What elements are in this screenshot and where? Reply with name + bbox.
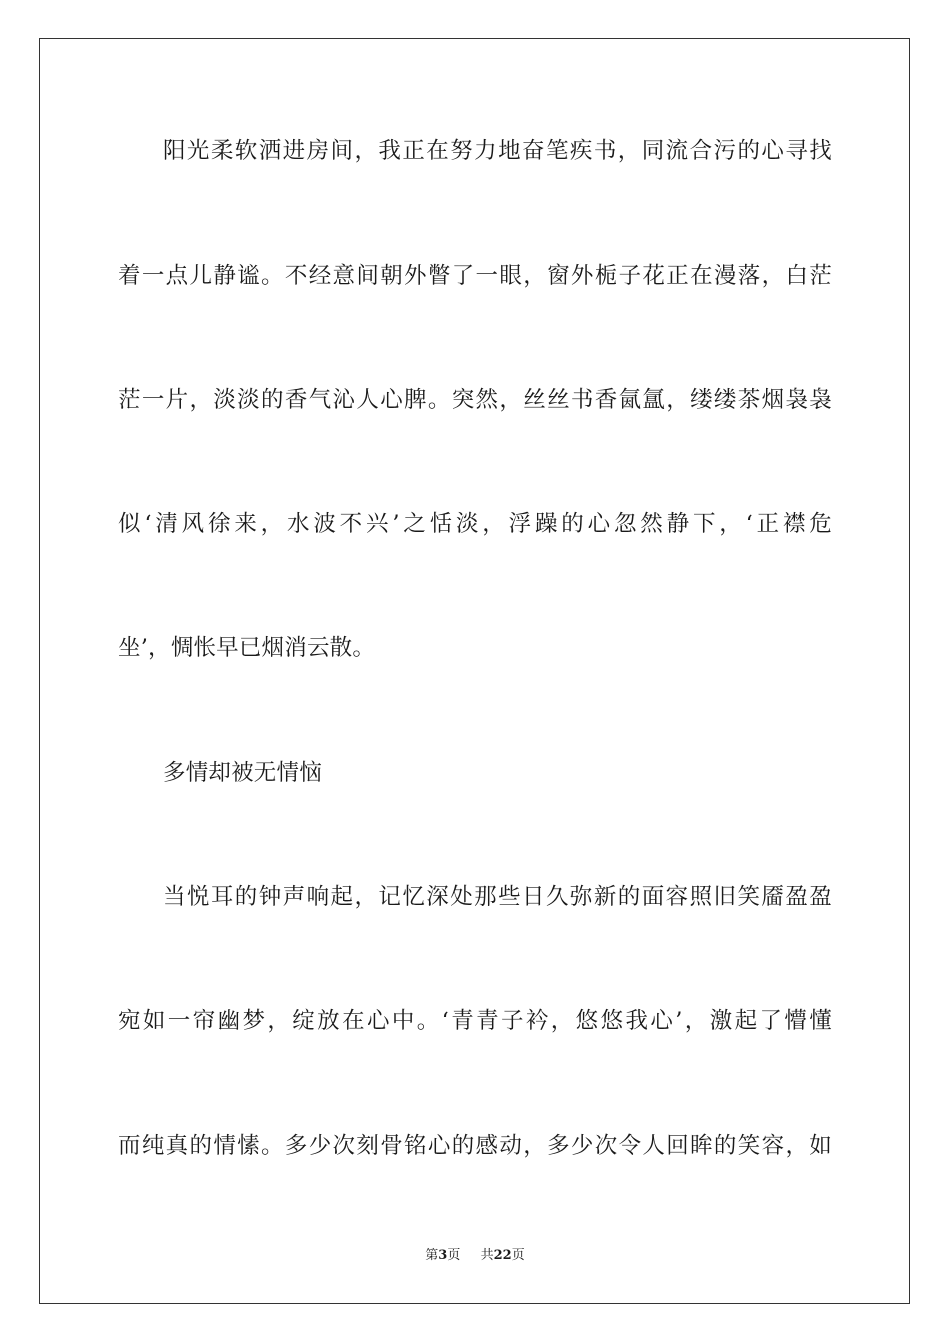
page-suffix: 页 <box>447 1248 461 1263</box>
page-footer <box>0 1247 950 1265</box>
paragraph-1-line-3: 茫一片，淡淡的香气沁人心脾。突然，丝丝书香氤氲，缕缕茶烟袅袅 <box>118 387 832 413</box>
page-number: 3 <box>438 1248 448 1263</box>
paragraph-2-line-1: 当悦耳的钟声响起，记忆深处那些日久弥新的面容照旧笑靥盈盈 <box>163 884 832 910</box>
paragraph-1-line-1: 阳光柔软洒进房间，我正在努力地奋笔疾书，同流合污的心寻找 <box>163 138 832 164</box>
paragraph-2-line-2: 宛如一帘幽梦，绽放在心中。‘青青子衿，悠悠我心’，激起了懵懂 <box>118 1008 832 1034</box>
paragraph-1-line-5: 坐’，惆怅早已烟消云散。 <box>118 635 376 661</box>
page-prefix: 第 <box>425 1248 439 1263</box>
total-pages: 22 <box>493 1248 512 1263</box>
total-prefix: 共 <box>480 1248 494 1263</box>
paragraph-2-line-3: 而纯真的情愫。多少次刻骨铭心的感动，多少次令人回眸的笑容，如 <box>118 1133 832 1159</box>
page-border <box>39 38 910 1304</box>
paragraph-1-line-2: 着一点儿静谧。不经意间朝外瞥了一眼，窗外栀子花正在漫落，白茫 <box>118 263 832 289</box>
paragraph-1-line-4: 似‘清风徐来，水波不兴’之恬淡，浮躁的心忽然静下，‘正襟危 <box>118 511 832 537</box>
section-heading: 多情却被无情恼 <box>163 760 322 786</box>
total-suffix: 页 <box>511 1248 525 1263</box>
